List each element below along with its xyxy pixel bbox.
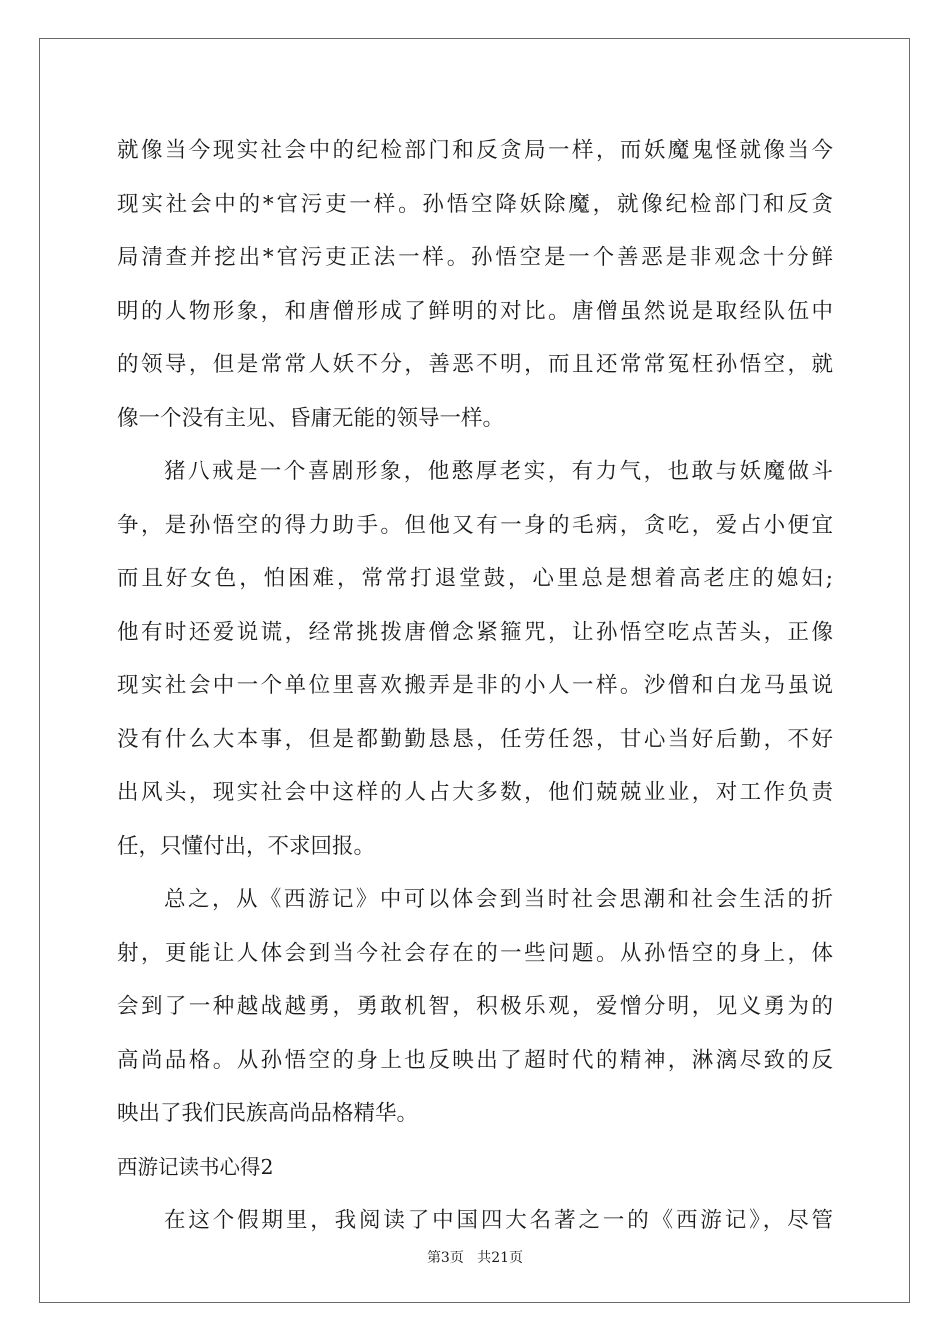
text-line: 现实社会中的*官污吏一样。孙悟空降妖除魔，就像纪检部门和反贪 [117, 191, 833, 217]
text-line: 在这个假期里，我阅读了中国四大名著之一的《西游记》，尽管 [164, 1208, 833, 1233]
text-line: 争，是孙悟空的得力助手。但他又有一身的毛病，贪吃，爱占小便宜 [117, 512, 833, 538]
text-line: 会到了一种越战越勇，勇敢机智，积极乐观，爱憎分明，见义勇为的 [117, 994, 833, 1019]
page-number: 第3页 [426, 1250, 464, 1266]
text-line: 任，只懂付出，不求回报。 [117, 833, 376, 859]
document-body [117, 124, 833, 1248]
section-heading: 西游记读书心得2 [117, 1154, 274, 1179]
text-line: 现实社会中一个单位里喜欢搬弄是非的小人一样。沙僧和白龙马虽说 [117, 673, 833, 698]
text-line: 没有什么大本事，但是都勤勤恳恳，任劳任怨，甘心当好后勤，不好 [117, 726, 833, 752]
text-line: 局清查并挖出*官污吏正法一样。孙悟空是一个善恶是非观念十分鲜 [117, 245, 833, 270]
text-line: 就像当今现实社会中的纪检部门和反贪局一样，而妖魔鬼怪就像当今 [117, 138, 833, 163]
text-line: 高尚品格。从孙悟空的身上也反映出了超时代的精神，淋漓尽致的反 [117, 1047, 833, 1073]
text-line: 射，更能让人体会到当今社会存在的一些问题。从孙悟空的身上，体 [117, 940, 833, 966]
text-line: 的领导，但是常常人妖不分，善恶不明，而且还常常冤枉孙悟空，就 [117, 352, 833, 377]
page-total: 共21页 [477, 1250, 524, 1266]
text-line: 总之，从《西游记》中可以体会到当时社会思潮和社会生活的折 [164, 887, 833, 912]
text-line: 明的人物形象，和唐僧形成了鲜明的对比。唐僧虽然说是取经队伍中 [117, 298, 833, 324]
text-line: 而且好女色，怕困难，常常打退堂鼓，心里总是想着高老庄的媳妇; [117, 566, 833, 591]
page-footer [0, 1247, 950, 1267]
text-line: 像一个没有主见、昏庸无能的领导一样。 [117, 405, 505, 431]
text-line: 猪八戒是一个喜剧形象，他憨厚老实，有力气，也敢与妖魔做斗 [164, 459, 833, 484]
text-line: 出风头，现实社会中这样的人占大多数，他们兢兢业业，对工作负责 [117, 780, 833, 805]
text-line: 映出了我们民族高尚品格精华。 [117, 1101, 419, 1126]
text-line: 他有时还爱说谎，经常挑拨唐僧念紧箍咒，让孙悟空吃点苦头，正像 [117, 619, 833, 645]
